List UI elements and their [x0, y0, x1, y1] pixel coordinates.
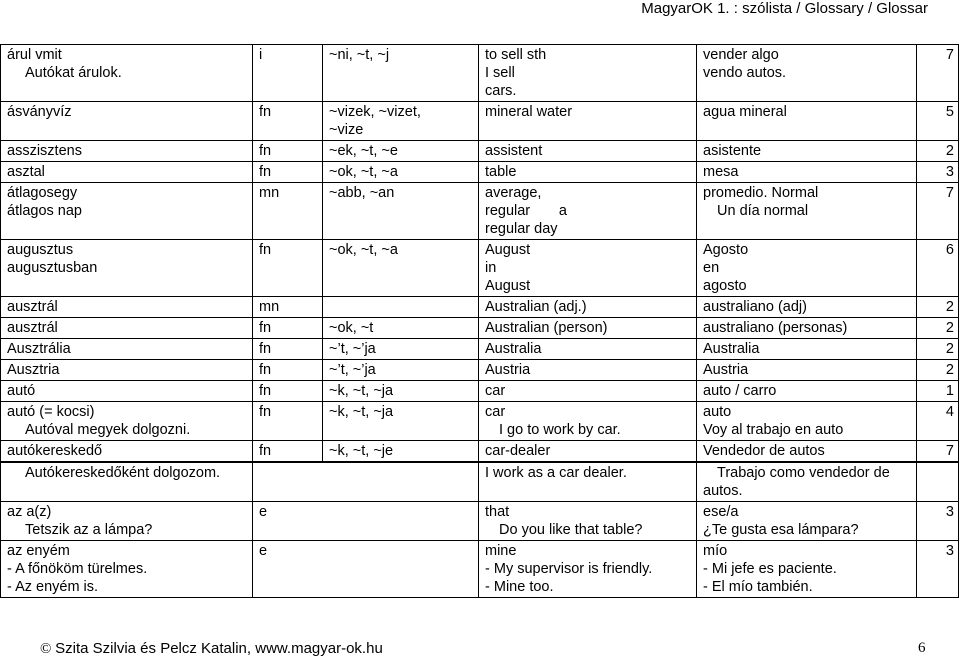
pos-cell: fn [253, 162, 323, 183]
hungarian-cell: az a(z) Tetszik az a lámpa? [1, 502, 253, 541]
hungarian-cell: asszisztens [1, 141, 253, 162]
spanish-cell: australiano (personas) [697, 318, 917, 339]
hungarian-cell: autó (= kocsi) Autóval megyek dolgozni. [1, 402, 253, 441]
hungarian-cell: árul vmit Autókat árulok. [1, 45, 253, 102]
english-cell: August in August [479, 240, 697, 297]
english-cell: Australian (adj.) [479, 297, 697, 318]
english-cell: car [479, 381, 697, 402]
table-row [1, 402, 959, 441]
chapter-number: 2 [917, 141, 959, 162]
forms-cell: ~k, ~t, ~ja [323, 381, 479, 402]
pos-cell: fn [253, 402, 323, 441]
pos-cell: mn [253, 297, 323, 318]
spanish-cell: vender algo vendo autos. [697, 45, 917, 102]
spanish-cell: auto Voy al trabajo en auto [697, 402, 917, 441]
footer-authors: Szita Szilvia és Pelcz Katalin, www.magyar-ok.hu [55, 640, 383, 657]
hungarian-cell: az enyém - A főnököm türelmes. - Az enyém is. [1, 541, 253, 598]
forms-cell: ~k, ~t, ~ja [323, 402, 479, 441]
chapter-number: 3 [917, 541, 959, 598]
hungarian-cell: Ausztria [1, 360, 253, 381]
spanish-cell: auto / carro [697, 381, 917, 402]
table-row [1, 441, 959, 462]
forms-cell: ~ek, ~t, ~e [323, 141, 479, 162]
english-cell: car-dealer [479, 441, 697, 462]
pos-cell: fn [253, 318, 323, 339]
chapter-number: 2 [917, 339, 959, 360]
page-header-title: MagyarOK 1. : szólista / Glossary / Glossar [641, 0, 928, 17]
english-cell: Australian (person) [479, 318, 697, 339]
pos-cell: fn [253, 441, 323, 462]
hungarian-cell: asztal [1, 162, 253, 183]
pos-cell: fn [253, 360, 323, 381]
pos-cell [253, 463, 479, 502]
chapter-number [917, 463, 959, 502]
table-row [1, 318, 959, 339]
footer-copyright [40, 640, 383, 658]
page-number: 6 [918, 640, 926, 656]
examples-table [0, 462, 959, 598]
pos-cell: fn [253, 339, 323, 360]
forms-cell: ~ni, ~t, ~j [323, 45, 479, 102]
pos-cell: fn [253, 102, 323, 141]
spanish-cell: Australia [697, 339, 917, 360]
spanish-cell: promedio. Normal Un día normal [697, 183, 917, 240]
pos-cell: e [253, 541, 479, 598]
pos-cell: fn [253, 381, 323, 402]
hungarian-cell: augusztus augusztusban [1, 240, 253, 297]
hungarian-cell: ásványvíz [1, 102, 253, 141]
english-cell: to sell sth I sell cars. [479, 45, 697, 102]
hungarian-cell: átlagosegy átlagos nap [1, 183, 253, 240]
hungarian-cell: ausztrál [1, 318, 253, 339]
table-row [1, 102, 959, 141]
chapter-number: 1 [917, 381, 959, 402]
spanish-cell: Agosto en agosto [697, 240, 917, 297]
table-row [1, 502, 959, 541]
chapter-number: 5 [917, 102, 959, 141]
table-row [1, 162, 959, 183]
english-cell: car I go to work by car. [479, 402, 697, 441]
forms-cell: ~ok, ~t, ~a [323, 240, 479, 297]
spanish-cell: ese/a ¿Te gusta esa lámpara? [697, 502, 917, 541]
english-cell: Australia [479, 339, 697, 360]
spanish-cell: Vendedor de autos [697, 441, 917, 462]
forms-cell: ~ok, ~t, ~a [323, 162, 479, 183]
english-cell: mineral water [479, 102, 697, 141]
hungarian-cell: autó [1, 381, 253, 402]
forms-cell: ~abb, ~an [323, 183, 479, 240]
table-row [1, 141, 959, 162]
spanish-cell: agua mineral [697, 102, 917, 141]
spanish-cell: asistente [697, 141, 917, 162]
forms-cell: ~’t, ~’ja [323, 339, 479, 360]
english-cell: average, regular a regular day [479, 183, 697, 240]
table-row [1, 183, 959, 240]
table-row [1, 240, 959, 297]
chapter-number: 3 [917, 162, 959, 183]
copyright-icon: © [40, 641, 52, 657]
table-row [1, 463, 959, 502]
glossary-table [0, 44, 959, 462]
english-cell: that Do you like that table? [479, 502, 697, 541]
english-cell: mine - My supervisor is friendly. - Mine too. [479, 541, 697, 598]
table-row [1, 360, 959, 381]
chapter-number: 2 [917, 360, 959, 381]
chapter-number: 6 [917, 240, 959, 297]
forms-cell: ~’t, ~’ja [323, 360, 479, 381]
english-cell: table [479, 162, 697, 183]
hungarian-cell: Ausztrália [1, 339, 253, 360]
spanish-cell: Austria [697, 360, 917, 381]
chapter-number: 7 [917, 441, 959, 462]
hungarian-cell: Autókereskedőként dolgozom. [1, 463, 253, 502]
table-row [1, 541, 959, 598]
hungarian-cell: autókereskedő [1, 441, 253, 462]
chapter-number: 2 [917, 297, 959, 318]
table-row [1, 297, 959, 318]
pos-cell: fn [253, 240, 323, 297]
chapter-number: 7 [917, 183, 959, 240]
english-cell: Austria [479, 360, 697, 381]
forms-cell [323, 297, 479, 318]
pos-cell: fn [253, 141, 323, 162]
table-row [1, 381, 959, 402]
spanish-cell: mesa [697, 162, 917, 183]
chapter-number: 3 [917, 502, 959, 541]
pos-cell: mn [253, 183, 323, 240]
spanish-cell: australiano (adj) [697, 297, 917, 318]
forms-cell: ~k, ~t, ~je [323, 441, 479, 462]
spanish-cell: Trabajo como vendedor de autos. [697, 463, 917, 502]
pos-cell: e [253, 502, 479, 541]
forms-cell: ~vizek, ~vizet, ~vize [323, 102, 479, 141]
english-cell: assistent [479, 141, 697, 162]
pos-cell: i [253, 45, 323, 102]
hungarian-cell: ausztrál [1, 297, 253, 318]
chapter-number: 7 [917, 45, 959, 102]
chapter-number: 2 [917, 318, 959, 339]
spanish-cell: mío - Mi jefe es paciente. - El mío también. [697, 541, 917, 598]
table-row [1, 339, 959, 360]
chapter-number: 4 [917, 402, 959, 441]
english-cell: I work as a car dealer. [479, 463, 697, 502]
forms-cell: ~ok, ~t [323, 318, 479, 339]
table-row [1, 45, 959, 102]
